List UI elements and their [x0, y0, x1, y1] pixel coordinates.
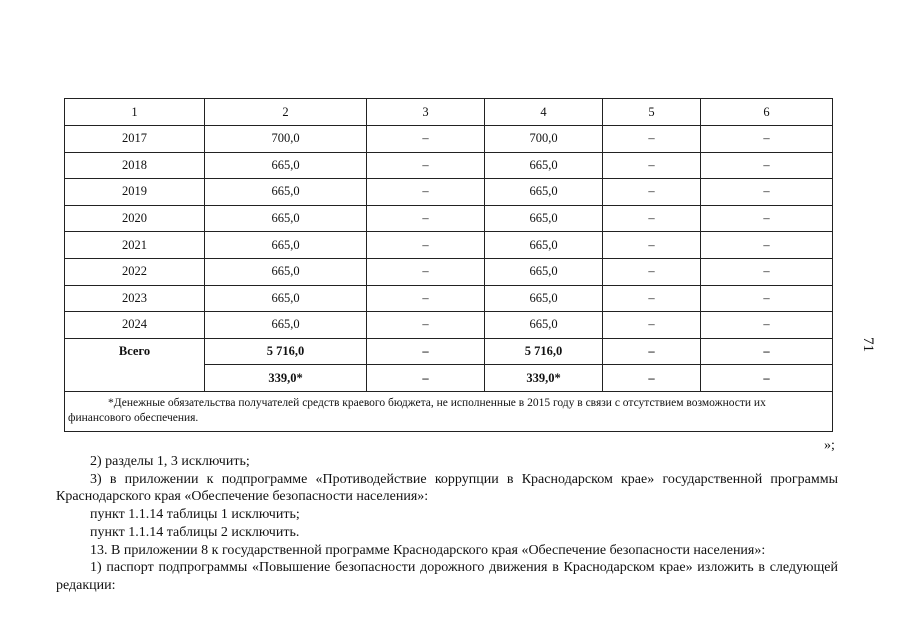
table-total-row [65, 338, 833, 365]
table-cell: – [701, 285, 833, 312]
table-row [65, 285, 833, 312]
table-cell: 665,0 [485, 285, 603, 312]
table-cell: 665,0 [205, 285, 367, 312]
funding-table [64, 98, 833, 432]
table-row [65, 179, 833, 206]
table-cell: 665,0 [485, 205, 603, 232]
table-cell: 2018 [65, 152, 205, 179]
table-cell: 2022 [65, 258, 205, 285]
paragraph: пункт 1.1.14 таблицы 1 исключить; [90, 507, 300, 523]
table-cell: – [701, 126, 833, 153]
table-cell: 665,0 [205, 179, 367, 206]
table-cell: – [701, 179, 833, 206]
table-cell: – [367, 179, 485, 206]
table-cell: 2019 [65, 179, 205, 206]
table-cell: – [603, 179, 701, 206]
table-cell: – [367, 205, 485, 232]
footnote-text: *Денежные обязательства получателей средств краевого бюджета, не исполненные в 2015 году в связи с отсутствием возможности их финансового обеспечения. [68, 396, 766, 424]
table-footnote [65, 391, 833, 431]
table-cell: 665,0 [485, 258, 603, 285]
table-cell: 700,0 [485, 126, 603, 153]
table-cell: 2023 [65, 285, 205, 312]
table-row [65, 312, 833, 339]
closing-quote: »; [824, 438, 835, 453]
table-cell: – [701, 205, 833, 232]
paragraph: 2) разделы 1, 3 исключить; [90, 454, 250, 469]
paragraph: пункт 1.1.14 таблицы 2 исключить. [90, 524, 300, 540]
table-cell: 665,0 [205, 312, 367, 339]
table-cell: 339,0* [485, 365, 603, 392]
table-row [65, 258, 833, 285]
table-cell: 665,0 [205, 258, 367, 285]
table-cell: – [603, 232, 701, 259]
table-cell: – [367, 365, 485, 392]
table-cell: – [367, 152, 485, 179]
table-cell: 665,0 [485, 179, 603, 206]
table-cell: – [701, 365, 833, 392]
table-cell: – [603, 152, 701, 179]
paragraph: 1) паспорт подпрограммы «Повышение безопасности дорожного движения в Краснодарском крае» изложить в следующей редакции: [56, 560, 838, 593]
table-row [65, 232, 833, 259]
table-cell: – [603, 205, 701, 232]
table-cell: 665,0 [485, 152, 603, 179]
table-header-cell: 5 [603, 99, 701, 126]
total-label: Всего [65, 338, 205, 391]
table-cell: 2017 [65, 126, 205, 153]
table-cell: – [701, 152, 833, 179]
table-row [65, 205, 833, 232]
table-cell: – [603, 285, 701, 312]
table-cell: 2020 [65, 205, 205, 232]
table-cell: – [603, 258, 701, 285]
table-row [65, 152, 833, 179]
table-header-row [65, 99, 833, 126]
table-cell: 665,0 [485, 312, 603, 339]
document-body [56, 453, 838, 595]
table-footnote-row [65, 391, 833, 431]
paragraph: 3) в приложении к подпрограмме «Противодействие коррупции в Краснодарском крае» государственной программы Краснодарского края «Обеспечение безопасности населения»: [56, 471, 838, 505]
table-cell: – [367, 312, 485, 339]
table-cell: – [603, 126, 701, 153]
table-cell: 5 716,0 [485, 338, 603, 365]
page-number: 71 [860, 337, 876, 352]
table-cell: – [367, 285, 485, 312]
table-cell: 665,0 [205, 205, 367, 232]
table-row [65, 126, 833, 153]
table-cell: 665,0 [485, 232, 603, 259]
table-header-cell: 3 [367, 99, 485, 126]
table-header-cell: 2 [205, 99, 367, 126]
table-cell: – [701, 312, 833, 339]
paragraph: 13. В приложении 8 к государственной программе Краснодарского края «Обеспечение безопасности населения»: [90, 542, 766, 558]
table-cell: 665,0 [205, 232, 367, 259]
table-cell: 2021 [65, 232, 205, 259]
table-cell: – [367, 126, 485, 153]
table-cell: – [367, 258, 485, 285]
table-header-cell: 6 [701, 99, 833, 126]
table-cell: – [367, 232, 485, 259]
table-header-cell: 1 [65, 99, 205, 126]
table-cell: 665,0 [205, 152, 367, 179]
table-cell: – [603, 338, 701, 365]
table-cell: – [701, 232, 833, 259]
table-header-cell: 4 [485, 99, 603, 126]
table-cell: – [367, 338, 485, 365]
table-cell: – [701, 338, 833, 365]
table-cell: – [603, 312, 701, 339]
table-cell: 2024 [65, 312, 205, 339]
table-cell: 700,0 [205, 126, 367, 153]
table-cell: 339,0* [205, 365, 367, 392]
table-cell: – [603, 365, 701, 392]
table-cell: – [701, 258, 833, 285]
table-cell: 5 716,0 [205, 338, 367, 365]
